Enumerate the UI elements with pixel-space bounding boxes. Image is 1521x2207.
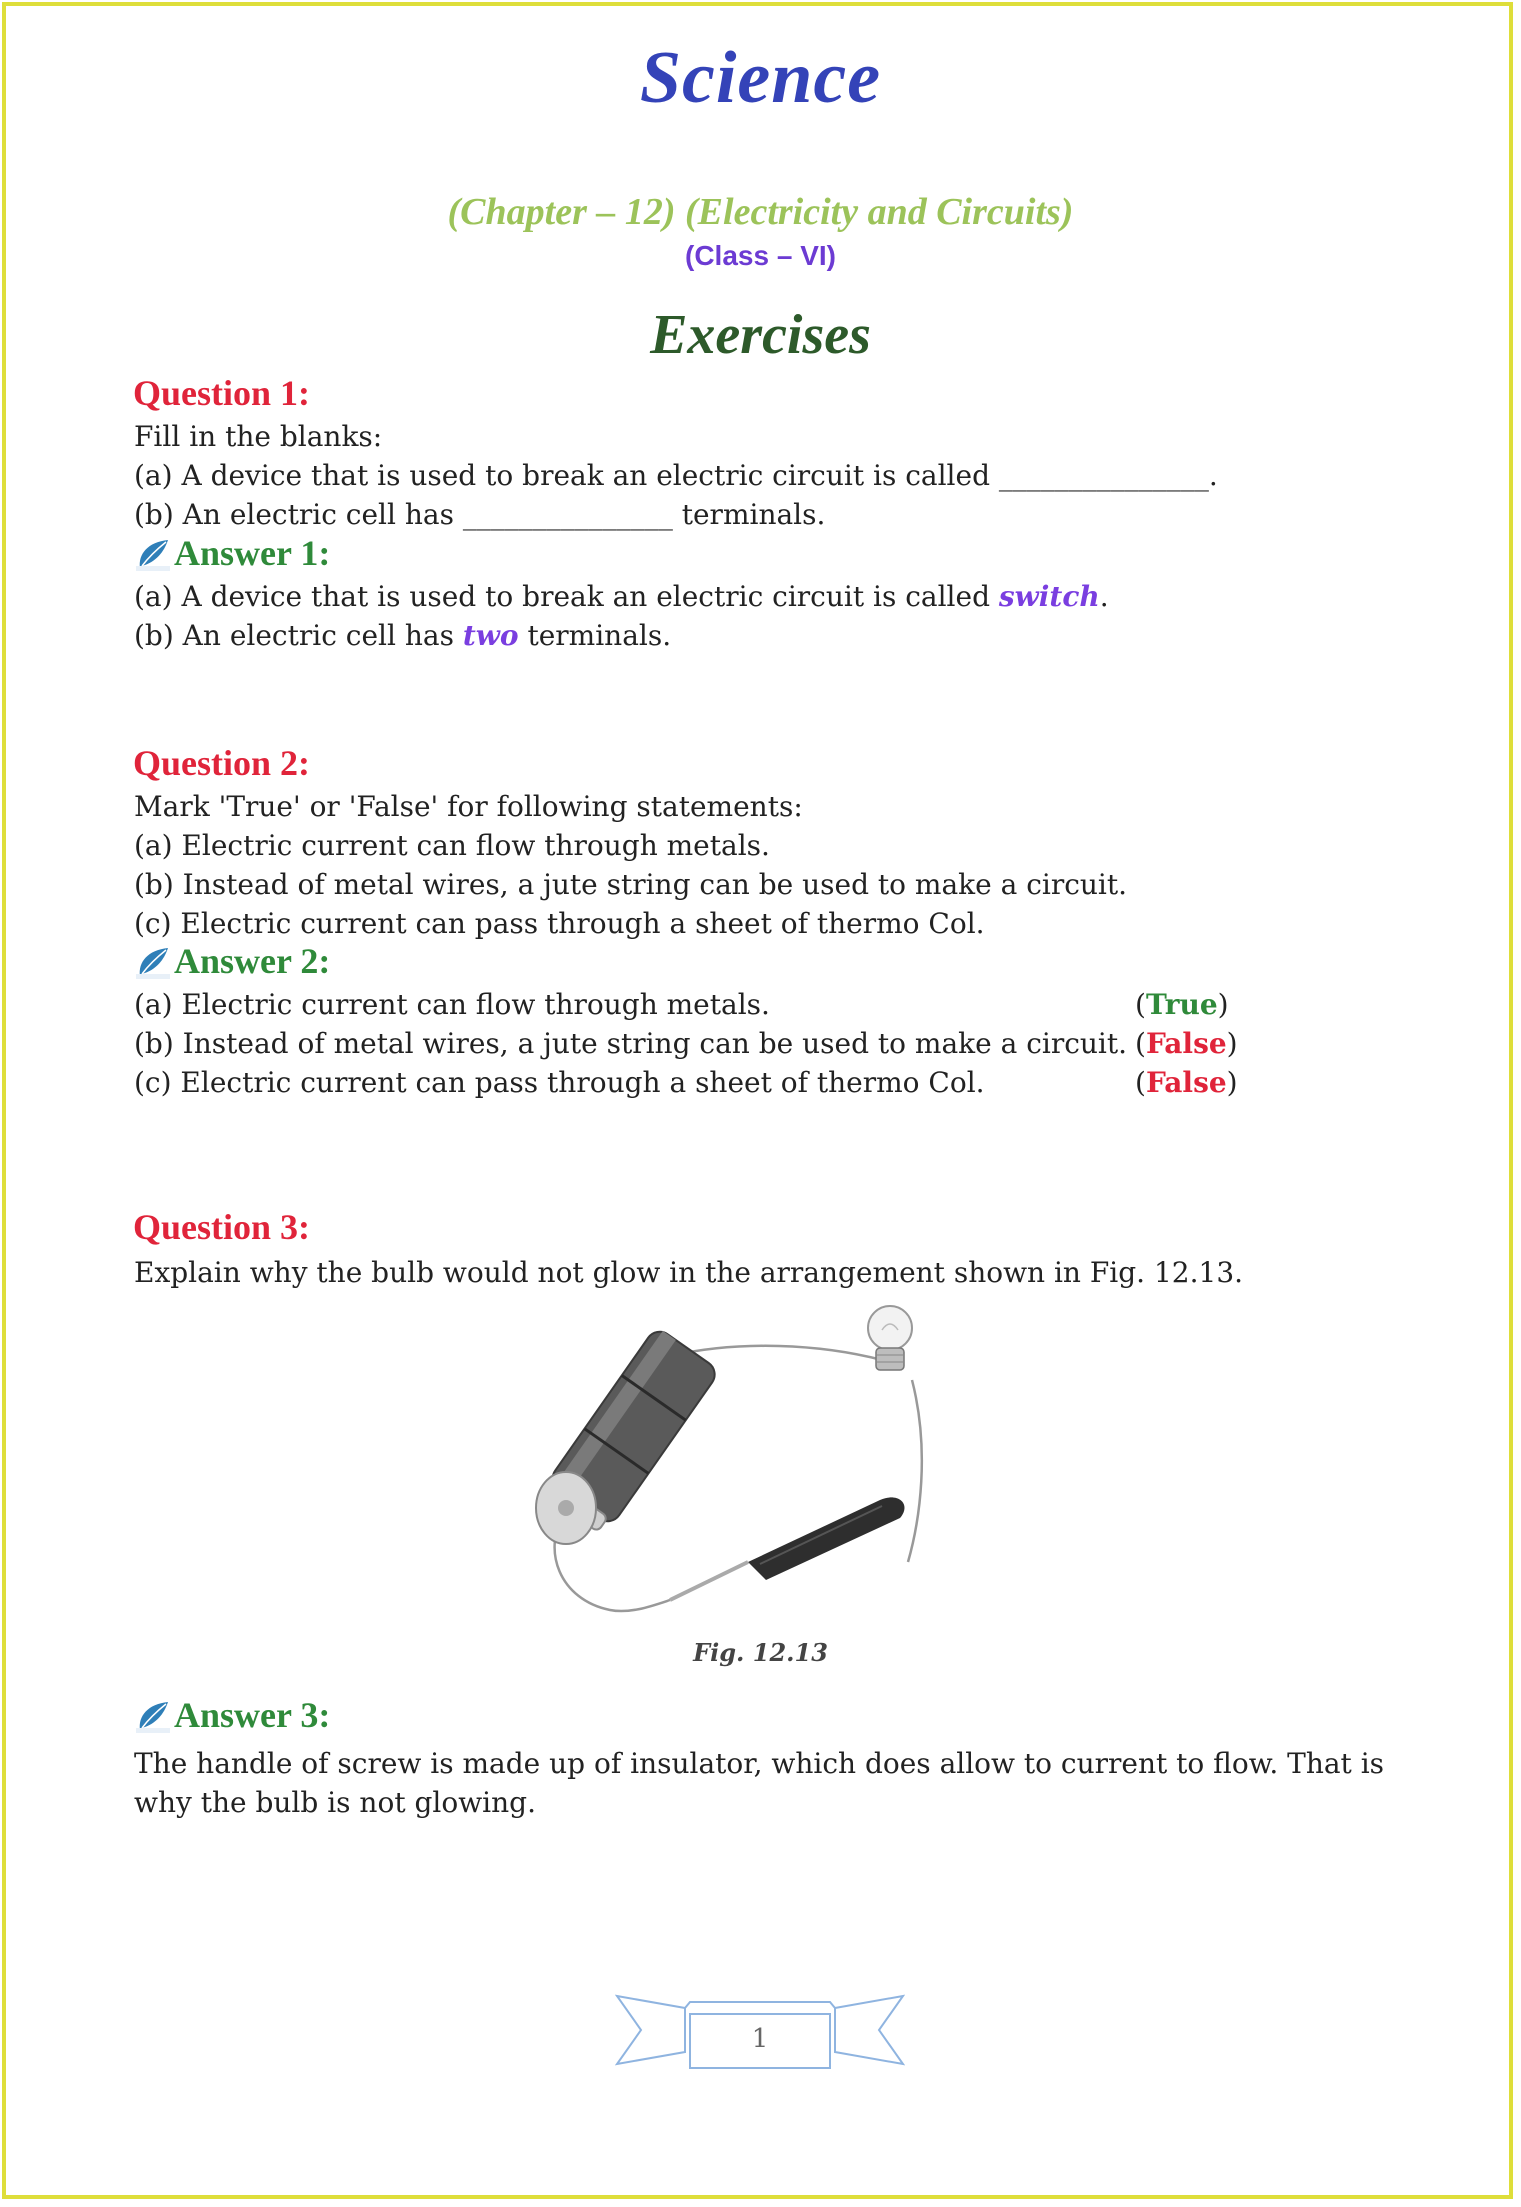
answer-2-heading: Answer 2: (174, 941, 331, 981)
leaf-logo-icon (134, 1700, 172, 1734)
circuit-figure (520, 1300, 940, 1630)
answer-3-heading: Answer 3: (174, 1695, 331, 1735)
question-2-line: (a) Electric current can flow through metals. (134, 829, 770, 862)
question-1-line: (b) An electric cell has _______________ terminals. (134, 498, 826, 531)
answer-1-heading: Answer 1: (174, 533, 331, 573)
answer-word: two (462, 619, 519, 652)
answer-1-line-a: (a) A device that is used to break an electric circuit is called switch. (134, 580, 1109, 613)
question-3-heading: Question 3: (133, 1207, 311, 1247)
section-title: Exercises (650, 304, 871, 366)
answer-word: switch (998, 580, 1100, 613)
answer-2-row-text: (b) Instead of metal wires, a jute string can be used to make a circuit. (134, 1027, 1128, 1060)
leaf-logo-icon (134, 538, 172, 572)
chapter-heading: (Chapter – 12) (Electricity and Circuits) (447, 191, 1074, 233)
page-number: 1 (751, 2024, 769, 2054)
answer-2-verdict: (False) (1135, 1027, 1238, 1060)
leaf-logo-icon (134, 946, 172, 980)
answer-2-verdict: (True) (1135, 988, 1229, 1021)
page-title: Science (639, 37, 882, 119)
figure-caption: Fig. 12.13 (693, 1638, 828, 1667)
class-label: (Class – VI) (685, 240, 836, 271)
answer-1-line-b: (b) An electric cell has two terminals. (134, 619, 672, 652)
answer-3-line: why the bulb is not glowing. (134, 1786, 536, 1819)
question-1-heading: Question 1: (133, 373, 311, 413)
question-2-heading: Question 2: (133, 743, 311, 783)
question-3-line: Explain why the bulb would not glow in the arrangement shown in Fig. 12.13. (134, 1256, 1244, 1289)
answer-2-row-text: (a) Electric current can flow through metals. (134, 988, 770, 1021)
question-1-line: Fill in the blanks: (134, 420, 383, 453)
question-2-line: (b) Instead of metal wires, a jute string can be used to make a circuit. (134, 868, 1128, 901)
answer-2-verdict: (False) (1135, 1066, 1238, 1099)
answer-3-line: The handle of screw is made up of insulator, which does allow to current to flow. That is (134, 1747, 1385, 1780)
question-2-line: Mark 'True' or 'False' for following statements: (134, 790, 803, 823)
question-1-line: (a) A device that is used to break an electric circuit is called _______________. (134, 459, 1218, 492)
answer-2-row-text: (c) Electric current can pass through a sheet of thermo Col. (134, 1066, 985, 1099)
question-2-line: (c) Electric current can pass through a sheet of thermo Col. (134, 907, 985, 940)
